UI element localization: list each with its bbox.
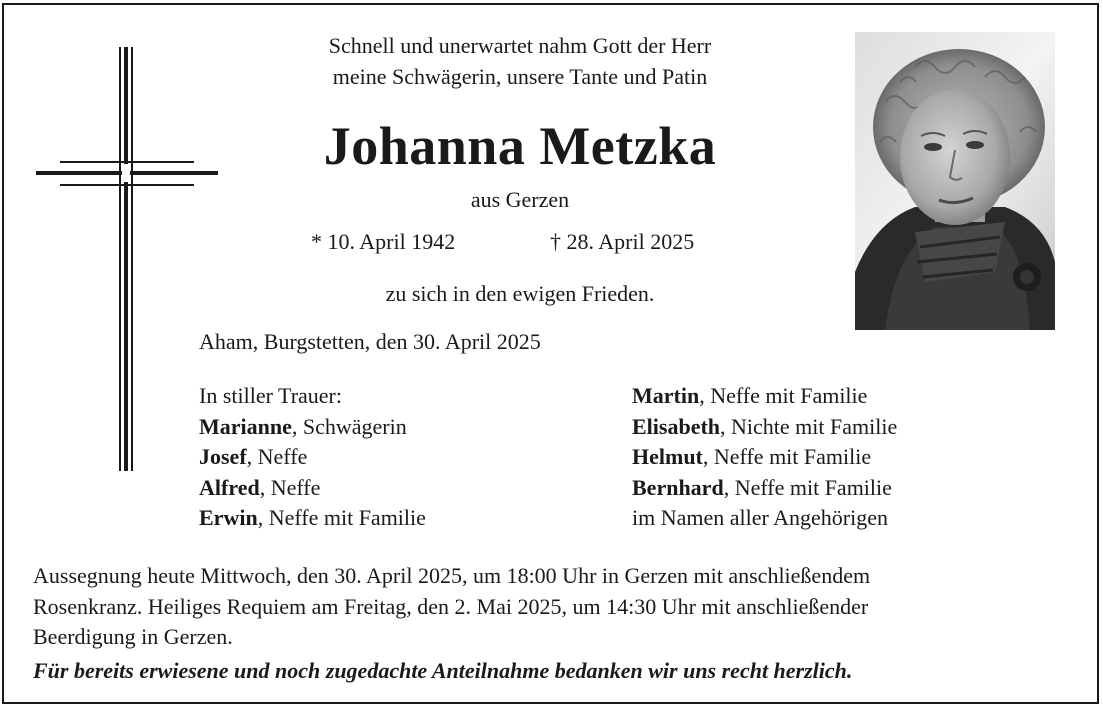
mourner-relation: , Neffe mit Familie bbox=[699, 383, 868, 408]
mourner-relation: , Schwägerin bbox=[291, 413, 407, 439]
mourner-name: Josef bbox=[199, 444, 247, 469]
mourners-closing: im Namen aller Angehörigen bbox=[632, 505, 888, 530]
death-date: † 28. April 2025 bbox=[550, 229, 695, 254]
service-line-2: Rosenkranz. Heiliges Requiem am Freitag, den 2. Mai 2025, um 14:30 Uhr mit anschließender bbox=[33, 593, 869, 619]
cross-icon bbox=[36, 47, 218, 471]
service-line-3: Beerdigung in Gerzen. bbox=[33, 624, 233, 649]
mourner-name: Marianne bbox=[199, 413, 292, 439]
intro-line-2: meine Schwägerin, unsere Tante und Patin bbox=[332, 64, 708, 89]
mourners-right-column bbox=[632, 381, 897, 534]
mourner-entry bbox=[199, 503, 426, 534]
place-date: Aham, Burgstetten, den 30. April 2025 bbox=[199, 329, 541, 354]
intro-text bbox=[215, 30, 825, 92]
birth-date: * 10. April 1942 bbox=[311, 229, 456, 254]
intro-line-1: Schnell und unerwartet nahm Gott der Herr bbox=[328, 33, 712, 58]
mourner-entry bbox=[632, 381, 897, 412]
mourner-name: Erwin bbox=[199, 505, 258, 530]
deceased-origin: aus Gerzen bbox=[470, 187, 570, 212]
mourner-relation: , Neffe mit Familie bbox=[702, 444, 872, 469]
mourner-name: Alfred bbox=[199, 474, 260, 500]
mourner-relation: , Neffe bbox=[246, 444, 308, 469]
mourner-entry bbox=[199, 412, 426, 443]
mourner-entry bbox=[199, 473, 426, 504]
mourner-entry bbox=[632, 442, 897, 473]
mourner-entry bbox=[199, 442, 426, 473]
service-line-1: Aussegnung heute Mittwoch, den 30. April 2025, um 18:00 Uhr in Gerzen mit anschließendem bbox=[33, 563, 871, 588]
portrait-photo bbox=[855, 32, 1055, 330]
thanks-line: Für bereits erwiesene und noch zugedachte Anteilnahme bedanken wir uns recht herzlich. bbox=[33, 658, 853, 683]
deceased-name: Johanna Metzka bbox=[323, 116, 717, 176]
mourner-relation: , Neffe mit Familie bbox=[257, 505, 426, 530]
mourner-name: Martin bbox=[632, 383, 700, 408]
mourners-heading: In stiller Trauer: bbox=[199, 383, 342, 408]
mourner-relation: , Nichte mit Familie bbox=[720, 413, 898, 439]
service-details bbox=[33, 561, 1083, 653]
mourner-name: Helmut bbox=[632, 444, 703, 469]
peace-line: zu sich in den ewigen Frieden. bbox=[385, 281, 655, 306]
mourner-entry bbox=[632, 473, 897, 504]
mourner-relation: , Neffe bbox=[259, 474, 321, 500]
mourner-entry bbox=[632, 412, 897, 443]
mourner-relation: , Neffe mit Familie bbox=[723, 474, 892, 500]
mourner-name: Bernhard bbox=[632, 474, 724, 500]
mourner-name: Elisabeth bbox=[632, 413, 721, 439]
mourners-left-column bbox=[199, 381, 426, 534]
